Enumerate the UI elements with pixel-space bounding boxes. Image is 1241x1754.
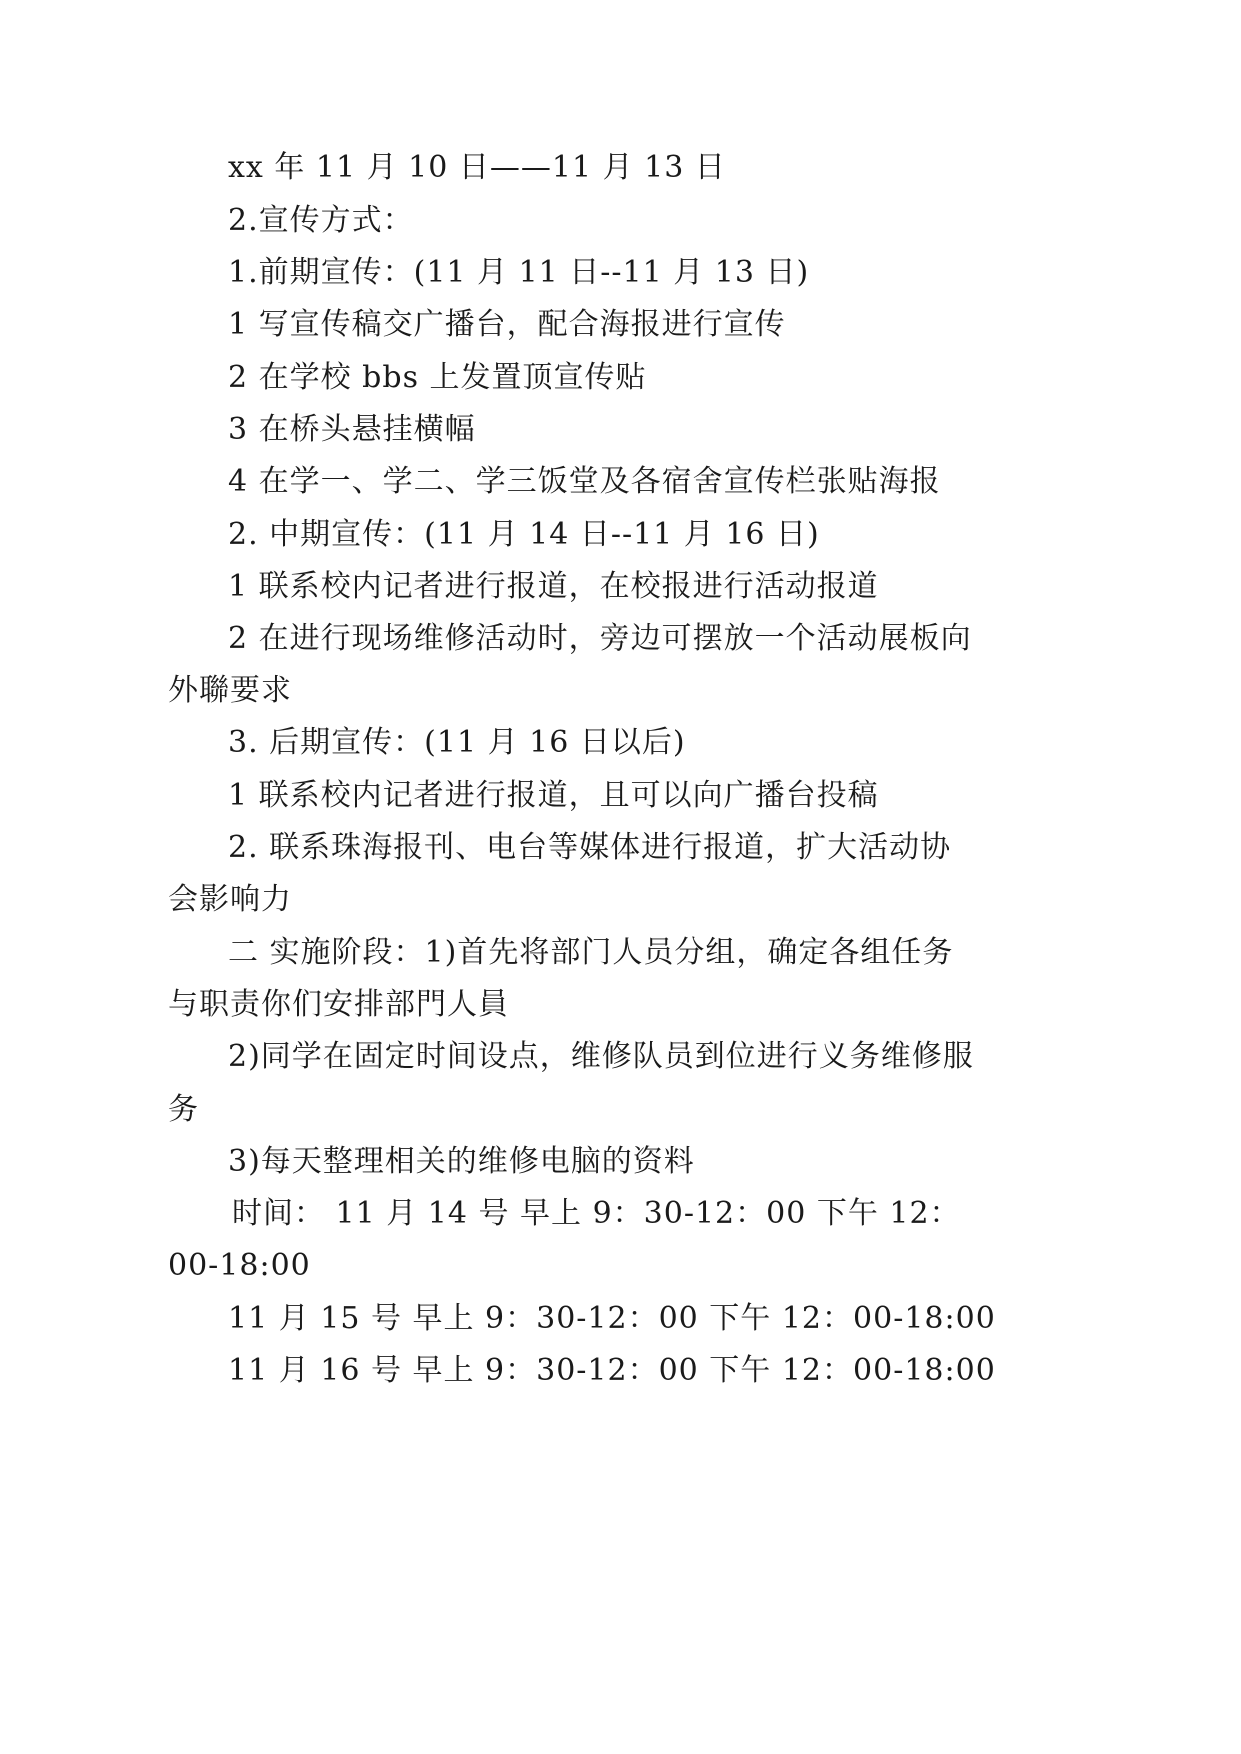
list-item: 2 在进行现场维修活动时，旁边可摆放一个活动展板向 — [228, 621, 972, 656]
list-item: 1 联系校内记者进行报道，在校报进行活动报道 — [228, 569, 879, 604]
list-item-continuation: 外聯要求 — [168, 673, 292, 708]
date-range-line: xx 年 11 月 10 日——11 月 13 日 — [228, 150, 726, 185]
list-item: 3 在桥头悬挂横幅 — [228, 412, 476, 447]
heading-early-publicity: 1.前期宣传：(11 月 11 日--11 月 13 日) — [228, 255, 810, 290]
heading-implementation-phase: 二 实施阶段：1)首先将部门人员分组，确定各组任务 — [228, 935, 954, 970]
heading-publicity-method: 2.宣传方式： — [228, 203, 414, 238]
list-item-continuation: 务 — [168, 1092, 199, 1127]
schedule-line-continuation: 00-18:00 — [168, 1248, 311, 1283]
schedule-line: 11 月 16 号 早上 9：30-12：00 下午 12：00-18:00 — [228, 1353, 996, 1388]
list-item: 1 写宣传稿交广播台，配合海报进行宣传 — [228, 307, 786, 342]
paragraph-continuation: 与职责你们安排部門人員 — [168, 987, 509, 1022]
list-item-continuation: 会影响力 — [168, 882, 292, 917]
heading-mid-publicity: 2. 中期宣传：(11 月 14 日--11 月 16 日) — [228, 517, 820, 552]
schedule-line: 时间： 11 月 14 号 早上 9：30-12：00 下午 12： — [232, 1196, 961, 1231]
list-item: 2. 联系珠海报刊、电台等媒体进行报道，扩大活动协 — [228, 830, 952, 865]
list-item: 2 在学校 bbs 上发置顶宣传贴 — [228, 360, 647, 395]
schedule-line: 11 月 15 号 早上 9：30-12：00 下午 12：00-18:00 — [228, 1301, 996, 1336]
list-item: 4 在学一、学二、学三饭堂及各宿舍宣传栏张贴海报 — [228, 464, 941, 499]
list-item: 2)同学在固定时间设点，维修队员到位进行义务维修服 — [228, 1039, 974, 1074]
heading-late-publicity: 3. 后期宣传：(11 月 16 日以后) — [228, 725, 686, 760]
list-item: 3)每天整理相关的维修电脑的资料 — [228, 1144, 695, 1179]
list-item: 1 联系校内记者进行报道，且可以向广播台投稿 — [228, 778, 879, 813]
